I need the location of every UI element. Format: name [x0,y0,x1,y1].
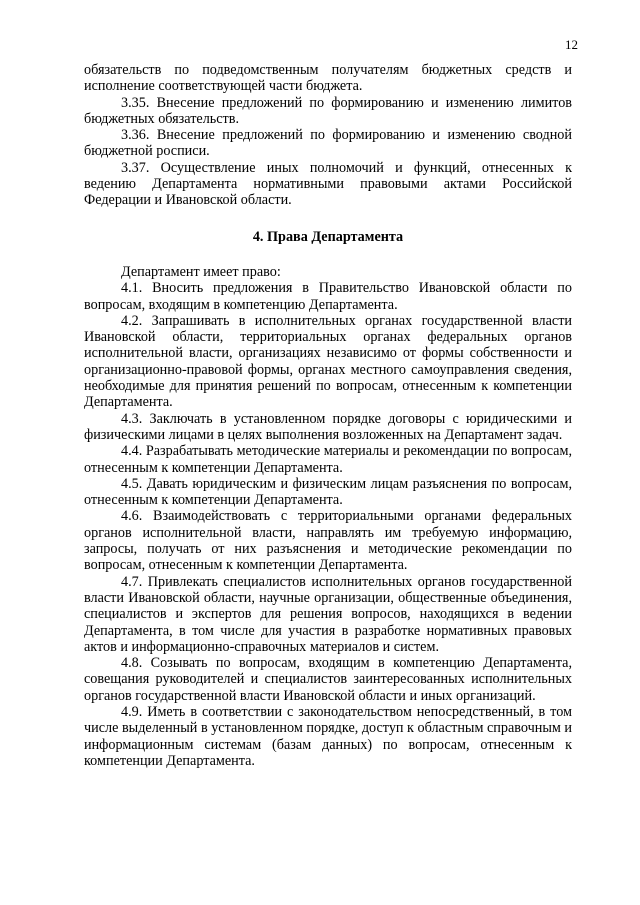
paragraph-4-4: 4.4. Разрабатывать методические материалы и рекомендации по вопросам, отнесенным к компетенции Департамента. [84,443,572,476]
section-heading: 4. Права Департамента [252,228,404,245]
paragraph-3-37: 3.37. Осуществление иных полномочий и функций, отнесенных к ведению Департамента нормативными правовыми актами Российской Федерации и Ивановской области. [84,159,572,209]
document-body [84,62,572,769]
paragraph-continuation: обязательств по подведомственным получателям бюджетных средств и исполнение соответствующей части бюджета. [84,62,572,95]
paragraph-4-8: 4.8. Созывать по вопросам, входящим в компетенцию Департамента, совещания руководителей и специалистов заинтересованных исполнительных органов государственной власти Ивановской области и иных организаций. [84,655,572,704]
paragraph-4-3: 4.3. Заключать в установленном порядке договоры с юридическими и физическими лицами в целях выполнения возложенных на Департамент задач. [84,410,572,443]
paragraph-3-36: 3.36. Внесение предложений по формированию и изменению сводной бюджетной росписи. [84,127,572,160]
paragraph-4-6: 4.6. Взаимодействовать с территориальными органами федеральных органов исполнительной власти, направлять им требуемую информацию, запросы, получать от них разъяснения и методические рекомендации по вопросам, отнесенным к компетенции Департамента. [84,508,572,574]
paragraph-3-35: 3.35. Внесение предложений по формированию и изменению лимитов бюджетных обязательств. [84,94,572,127]
paragraph-4-2: 4.2. Запрашивать в исполнительных органах государственной власти Ивановской области, территориальных органах федеральных органов исполнительной власти, организациях независимо от формы собственности и организационно-правовой формы, органах местного самоуправления сведения, необходимые для принятия решений по вопросам, отнесенным к компетенции Департамента. [84,312,572,411]
paragraph-4-1: 4.1. Вносить предложения в Правительство Ивановской области по вопросам, входящим в компетенцию Департамента. [84,280,572,313]
page-number: 12 [565,37,578,52]
paragraph-4-5: 4.5. Давать юридическим и физическим лицам разъяснения по вопросам, отнесенным к компетенции Департамента. [84,475,572,509]
paragraph-4-9: 4.9. Иметь в соответствии с законодательством непосредственный, в том числе выделенный в установленном порядке, доступ к областным справочным и информационным системам (базам данных) по вопросам, отнесенным к компетенции Департамента. [84,703,572,769]
paragraph-4-7: 4.7. Привлекать специалистов исполнительных органов государственной власти Ивановской области, научные организации, общественные объединения, специалистов и экспертов для решения вопросов, находящихся в ведении Департамента, в том числе для участия в разработке нормативных правовых актов и информационно-справочных материалов и систем. [84,573,572,655]
paragraph-intro: Департамент имеет право: [121,263,281,280]
